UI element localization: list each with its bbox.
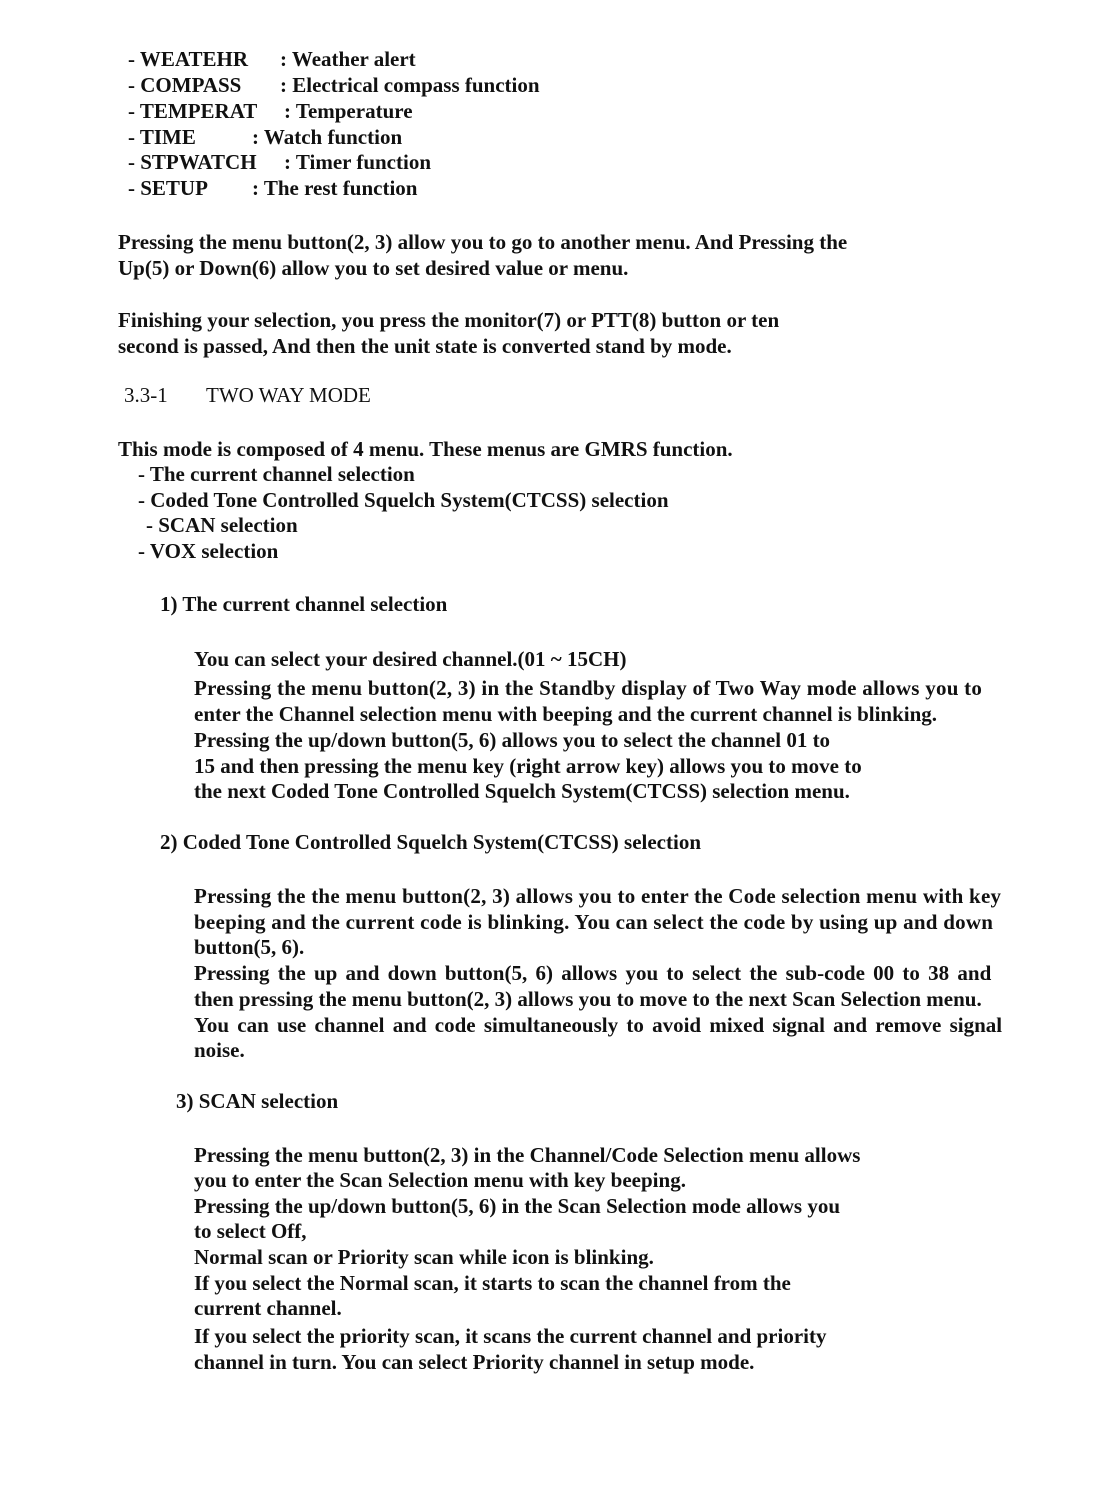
sub1-line: Pressing the menu button(2, 3) in the Standby display of Two Way mode allows you to — [194, 676, 983, 700]
mode-item: - The current channel selection — [138, 462, 415, 486]
menu-item — [128, 176, 417, 200]
menu-key: - SETUP — [128, 176, 208, 200]
menu-key: - TEMPERAT — [128, 99, 258, 123]
sub3-line: to select Off, — [194, 1219, 307, 1243]
menu-key: - TIME — [128, 125, 196, 149]
sub2-line: Pressing the the menu button(2, 3) allows you to enter the Code selection menu with key — [194, 884, 1002, 908]
sub1-line: enter the Channel selection menu with beeping and the current channel is blinking. — [194, 702, 938, 726]
section-title: TWO WAY MODE — [206, 383, 371, 407]
sub1-line: the next Coded Tone Controlled Squelch System(CTCSS) selection menu. — [194, 779, 850, 803]
sub1-line: 15 and then pressing the menu key (right arrow key) allows you to move to — [194, 754, 862, 778]
mode-item: - VOX selection — [138, 539, 279, 563]
mode-intro: This mode is composed of 4 menu. These menus are GMRS function. — [118, 437, 733, 461]
menu-key: - WEATEHR — [128, 47, 248, 71]
mode-item: - SCAN selection — [146, 513, 298, 537]
sub3-line: you to enter the Scan Selection menu with key beeping. — [194, 1168, 686, 1192]
sub1-heading: 1) The current channel selection — [160, 592, 448, 616]
sub2-heading: 2) Coded Tone Controlled Squelch System(CTCSS) selection — [160, 830, 701, 854]
menu-desc: : Weather alert — [280, 47, 416, 71]
menu-key: - STPWATCH — [128, 150, 257, 174]
sub2-line: button(5, 6). — [194, 935, 305, 959]
sub3-line: If you select the Normal scan, it starts to scan the channel from the — [194, 1271, 791, 1295]
intro-line: Pressing the menu button(2, 3) allow you to go to another menu. And Pressing the — [118, 230, 848, 254]
menu-item — [128, 150, 431, 174]
menu-item — [128, 125, 402, 149]
menu-desc: : Temperature — [284, 99, 413, 123]
menu-desc: : Electrical compass function — [280, 73, 540, 97]
sub3-line: Pressing the menu button(2, 3) in the Channel/Code Selection menu allows — [194, 1143, 861, 1167]
intro-line: Finishing your selection, you press the monitor(7) or PTT(8) button or ten — [118, 308, 780, 332]
sub2-line: Pressing the up and down button(5, 6) allows you to select the sub-code 00 to 38 and — [194, 961, 992, 985]
sub3-line: Pressing the up/down button(5, 6) in the Scan Selection mode allows you — [194, 1194, 841, 1218]
menu-item — [128, 47, 416, 71]
sub3-line: If you select the priority scan, it scans the current channel and priority — [194, 1324, 827, 1348]
sub1-line: Pressing the up/down button(5, 6) allows you to select the channel 01 to — [194, 728, 831, 752]
sub2-line: You can use channel and code simultaneously to avoid mixed signal and remove signal — [194, 1013, 1003, 1037]
sub1-line: You can select your desired channel.(01 ~ 15CH) — [194, 647, 627, 671]
menu-desc: : The rest function — [252, 176, 418, 200]
sub3-heading: 3) SCAN selection — [176, 1089, 339, 1113]
sub3-line: channel in turn. You can select Priority channel in setup mode. — [194, 1350, 755, 1374]
menu-key: - COMPASS — [128, 73, 242, 97]
menu-desc: : Timer function — [284, 150, 432, 174]
sub3-line: current channel. — [194, 1296, 342, 1320]
sub3-line: Normal scan or Priority scan while icon is blinking. — [194, 1245, 654, 1269]
intro-line: second is passed, And then the unit state is converted stand by mode. — [118, 334, 732, 358]
section-number: 3.3-1 — [124, 383, 168, 407]
sub2-line: noise. — [194, 1038, 245, 1062]
sub2-line: beeping and the current code is blinking. You can select the code by using up and down — [194, 910, 994, 934]
sub2-line: then pressing the menu button(2, 3) allows you to move to the next Scan Selection menu. — [194, 987, 982, 1011]
menu-item — [128, 99, 413, 123]
menu-desc: : Watch function — [252, 125, 403, 149]
menu-item — [128, 73, 540, 97]
intro-line: Up(5) or Down(6) allow you to set desired value or menu. — [118, 256, 629, 280]
mode-item: - Coded Tone Controlled Squelch System(CTCSS) selection — [138, 488, 669, 512]
section-heading — [124, 383, 371, 407]
